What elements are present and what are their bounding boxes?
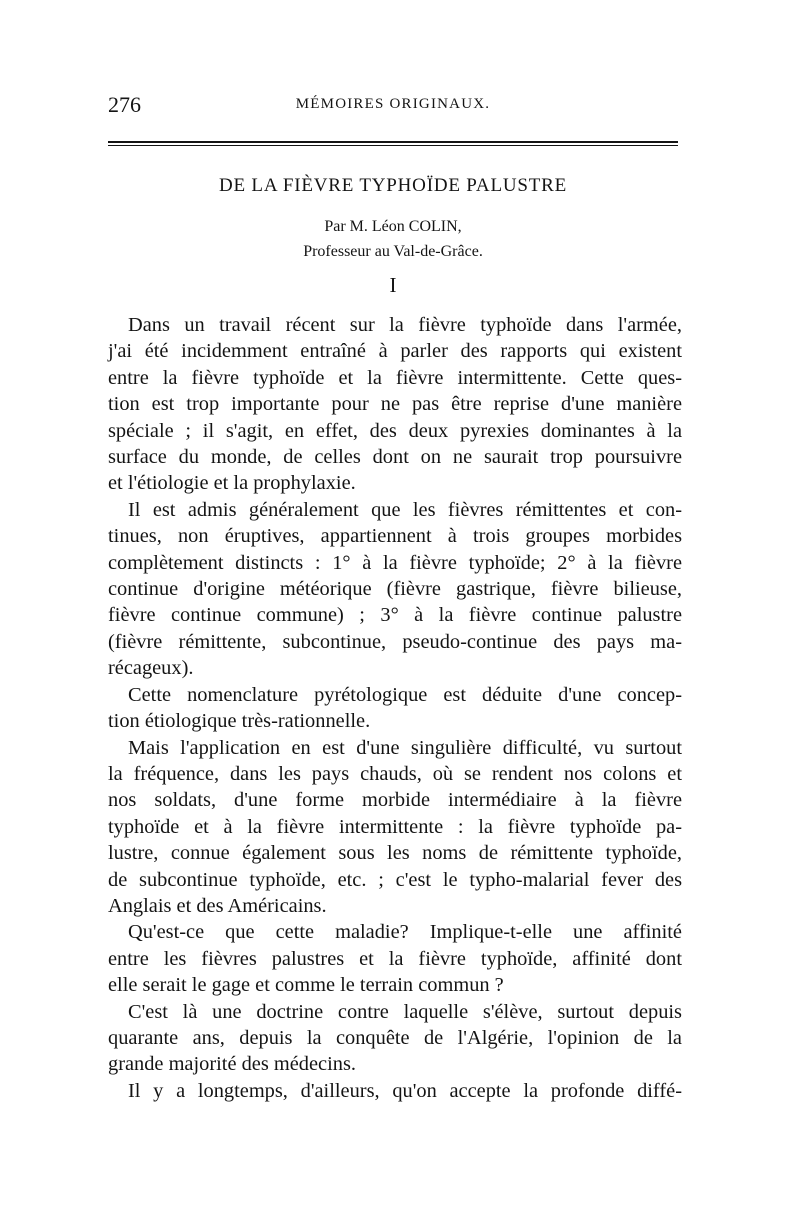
text-line: Il y a longtemps, d'ailleurs, qu'on accepte la profonde diffé-: [128, 1079, 682, 1102]
author-line: Par M. Léon COLIN,: [324, 218, 462, 235]
text-line: nos soldats, d'une forme morbide intermédiaire à la fièvre: [108, 789, 682, 812]
text-line: Anglais et des Américains.: [108, 894, 327, 917]
text-line: et l'étiologie et la prophylaxie.: [108, 472, 356, 495]
text-line: récageux).: [108, 657, 194, 680]
text-line: Il est admis généralement que les fièvres rémittentes et con-: [128, 498, 682, 521]
text-line: continue d'origine météorique (fièvre gastrique, fièvre bilieuse,: [108, 578, 682, 601]
text-line: Qu'est-ce que cette maladie? Implique-t-elle une affinité: [128, 921, 682, 944]
text-line: typhoïde et à la fièvre intermittente : la fièvre typhoïde pa-: [108, 815, 682, 838]
text-line: fièvre continue commune) ; 3° à la fièvre continue palustre: [108, 604, 682, 627]
article-body: [108, 312, 682, 1104]
text-line: la fréquence, dans les pays chauds, où se rendent nos colons et: [108, 762, 682, 785]
author-affiliation: Professeur au Val-de-Grâce.: [303, 243, 483, 260]
text-line: grande majorité des médecins.: [108, 1053, 356, 1076]
header-rule-thick: [108, 141, 678, 143]
text-line: tion est trop importante pour ne pas être reprise d'une manière: [108, 393, 682, 416]
text-line: tion étiologique très-rationnelle.: [108, 710, 371, 733]
text-line: surface du monde, de celles dont on ne saurait trop poursuivre: [108, 446, 682, 469]
text-line: quarante ans, depuis la conquête de l'Algérie, l'opinion de la: [108, 1026, 682, 1049]
text-line: Dans un travail récent sur la fièvre typhoïde dans l'armée,: [128, 314, 682, 336]
text-line: elle serait le gage et comme le terrain commun ?: [108, 974, 504, 997]
text-line: lustre, connue également sous les noms de rémittente typhoïde,: [108, 842, 682, 865]
text-line: de subcontinue typhoïde, etc. ; c'est le typho-malarial fever des: [108, 868, 682, 891]
text-line: Cette nomenclature pyrétologique est déduite d'une concep-: [128, 683, 682, 706]
text-line: complètement distincts : 1° à la fièvre typhoïde; 2° à la fièvre: [108, 551, 682, 574]
text-line: tinues, non éruptives, appartiennent à trois groupes morbides: [108, 525, 682, 548]
text-line: spéciale ; il s'agit, en effet, des deux pyrexies dominantes à la: [108, 419, 682, 442]
article-title: DE LA FIÈVRE TYPHOÏDE PALUSTRE: [218, 175, 568, 196]
text-line: C'est là une doctrine contre laquelle s'élève, surtout depuis: [128, 1000, 682, 1023]
text-line: (fièvre rémittente, subcontinue, pseudo-continue des pays ma-: [108, 630, 682, 653]
header-rule-thin: [108, 145, 678, 146]
running-title: MÉMOIRES ORIGINAUX.: [295, 96, 491, 112]
running-header: [108, 92, 678, 124]
byline: [108, 214, 678, 264]
page-number: 276: [108, 92, 141, 117]
text-line: Mais l'application en est d'une singulière difficulté, vu surtout: [128, 736, 682, 759]
section-number: I: [389, 273, 397, 297]
text-line: entre la fièvre typhoïde et la fièvre intermittente. Cette ques-: [108, 366, 682, 389]
text-line: entre les fièvres palustres et la fièvre typhoïde, affinité dont: [108, 947, 682, 970]
text-line: j'ai été incidemment entraîné à parler des rapports qui existent: [108, 340, 682, 363]
